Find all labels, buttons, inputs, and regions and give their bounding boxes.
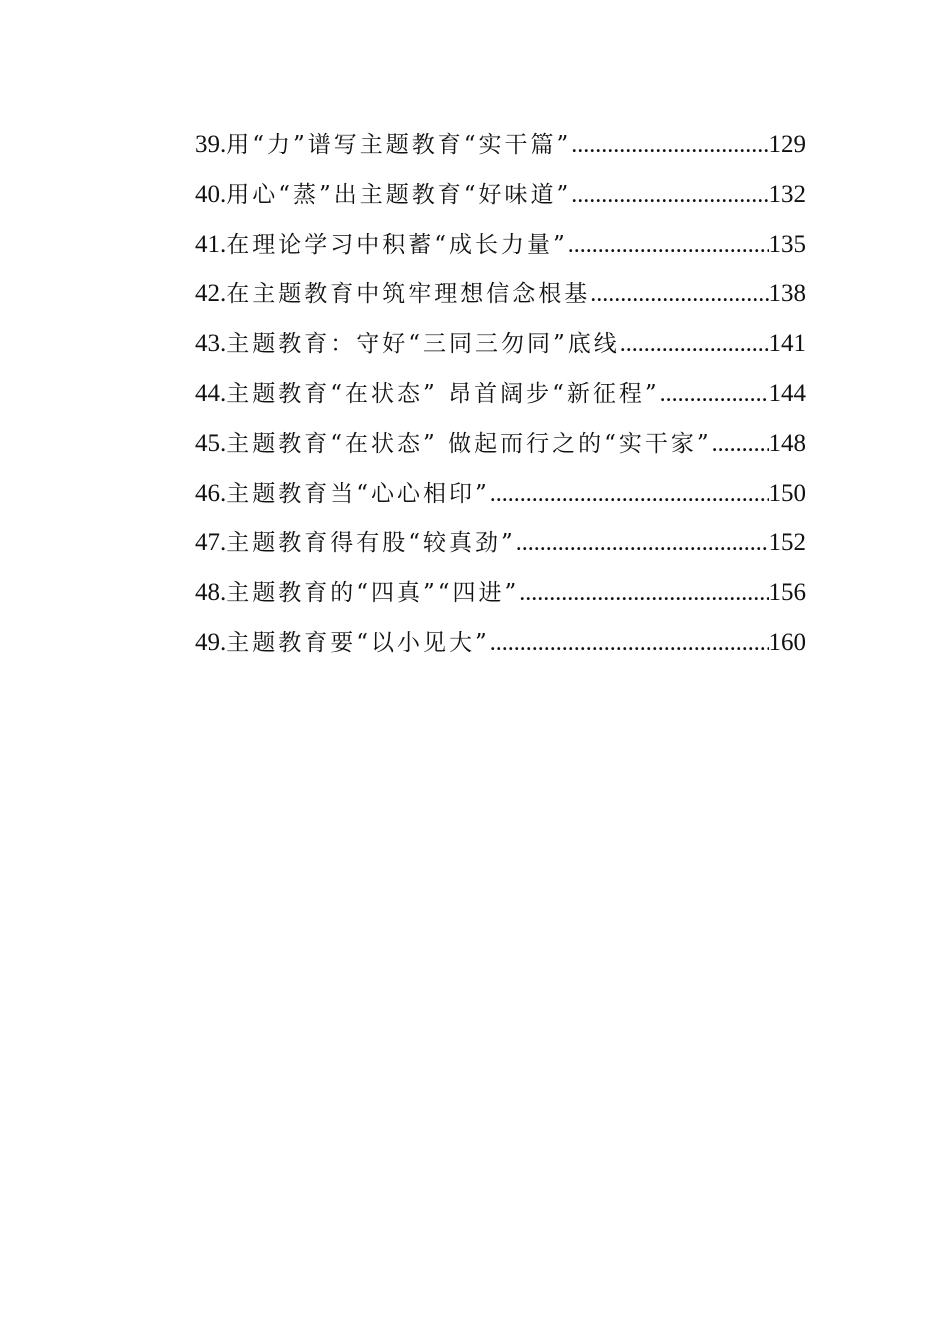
toc-entry-number: 43. <box>195 330 227 358</box>
toc-entry-number: 44. <box>195 379 227 407</box>
toc-entry-page: 141 <box>768 330 806 358</box>
toc-entry <box>195 375 806 425</box>
toc-entry-title: 主题教育要“以小见大” <box>226 629 490 656</box>
toc-entry <box>195 475 806 525</box>
toc-entry <box>195 325 806 375</box>
toc-dot-leader <box>571 182 768 209</box>
toc-entry-page: 148 <box>768 429 806 457</box>
toc-entry-title: 主题教育当“心心相印” <box>226 480 490 507</box>
toc-entry <box>195 176 806 226</box>
toc-entry-title: 主题教育：守好“三同三勿同”底线 <box>226 331 620 358</box>
toc-entry-page: 138 <box>768 280 806 308</box>
toc-entry-page: 144 <box>768 379 806 407</box>
toc-entry-page: 150 <box>768 479 806 507</box>
toc-dot-leader <box>660 381 769 408</box>
toc-entry-number: 45. <box>195 429 227 457</box>
toc-entry <box>195 226 806 276</box>
toc-entry-page: 160 <box>768 628 806 656</box>
table-of-contents <box>195 126 806 674</box>
toc-dot-leader <box>590 281 768 308</box>
toc-entry-number: 40. <box>195 180 227 208</box>
toc-entry-title: 用“力”谱写主题教育“实干篇” <box>226 132 572 158</box>
toc-entry-page: 132 <box>768 180 806 208</box>
toc-dot-leader <box>519 580 768 607</box>
toc-entry <box>195 624 806 674</box>
toc-entry-page: 156 <box>768 579 806 607</box>
toc-dot-leader <box>516 530 769 557</box>
toc-entry-number: 41. <box>195 230 227 258</box>
toc-dot-leader <box>568 232 769 259</box>
toc-entry-title: 主题教育“在状态” 做起而行之的“实干家” <box>226 430 712 457</box>
toc-entry-number: 46. <box>195 479 227 507</box>
toc-entry <box>195 126 806 176</box>
toc-entry-page: 129 <box>768 131 806 158</box>
toc-entry-page: 152 <box>768 529 806 557</box>
toc-entry <box>195 524 806 574</box>
toc-entry-title: 在主题教育中筑牢理想信念根基 <box>226 281 591 308</box>
toc-entry <box>195 425 806 475</box>
toc-entry <box>195 275 806 325</box>
toc-dot-leader <box>571 132 768 159</box>
toc-entry-title: 主题教育“在状态” 昂首阔步“新征程” <box>226 380 660 407</box>
toc-dot-leader <box>712 431 769 458</box>
toc-entry-title: 主题教育得有股“较真劲” <box>226 530 516 557</box>
toc-dot-leader <box>490 630 769 657</box>
toc-entry-number: 39. <box>195 131 227 158</box>
toc-entry-page: 135 <box>768 230 806 258</box>
toc-entry-number: 49. <box>195 628 227 656</box>
toc-entry-number: 47. <box>195 529 227 557</box>
toc-entry-number: 42. <box>195 280 227 308</box>
toc-entry-number: 48. <box>195 579 227 607</box>
toc-entry-title: 在理论学习中积蓄“成长力量” <box>226 231 568 258</box>
toc-entry <box>195 574 806 624</box>
toc-dot-leader <box>490 481 769 508</box>
toc-dot-leader <box>620 331 769 358</box>
toc-entry-title: 主题教育的“四真”“四进” <box>226 580 520 607</box>
toc-entry-title: 用心“蒸”出主题教育“好味道” <box>226 181 572 208</box>
